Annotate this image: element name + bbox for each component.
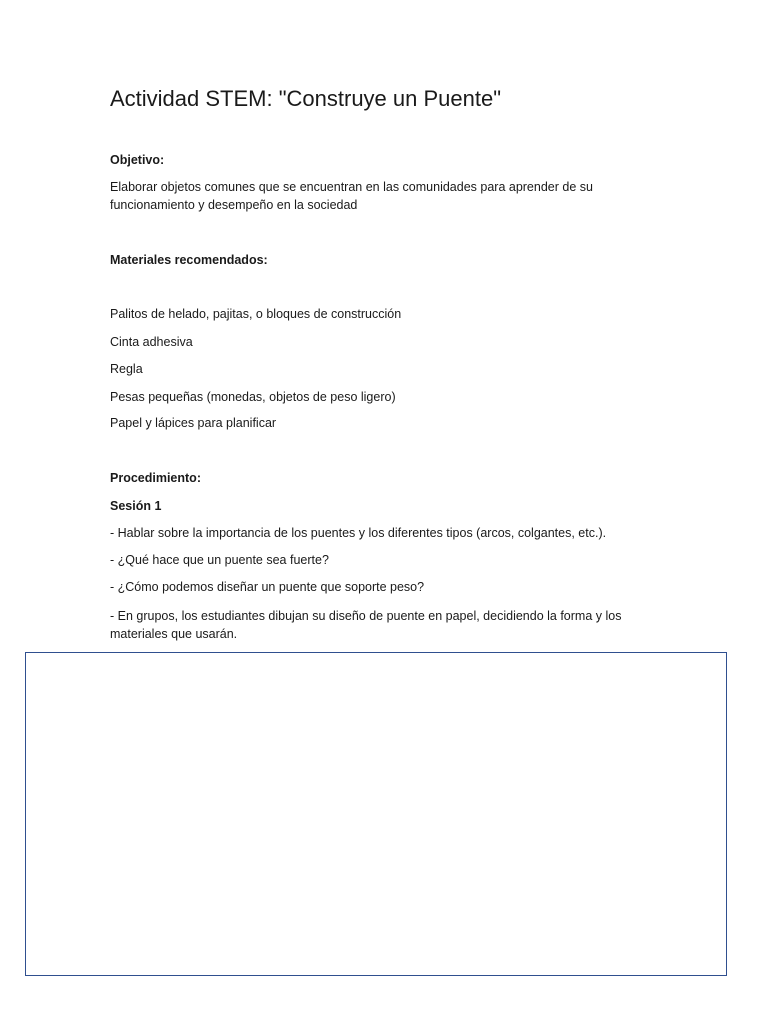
material-item: Pesas pequeñas (monedas, objetos de peso ligero) [110,390,396,404]
material-item: Cinta adhesiva [110,335,193,349]
drawing-frame [25,652,727,976]
document-title: Actividad STEM: "Construye un Puente" [110,86,502,111]
materials-heading: Materiales recomendados: [110,253,268,267]
procedure-heading: Procedimiento: [110,471,201,485]
material-item: Palitos de helado, pajitas, o bloques de construcción [110,307,402,321]
session-label: Sesión 1 [110,499,162,513]
procedure-step: - Hablar sobre la importancia de los puentes y los diferentes tipos (arcos, colgantes, etc.). [110,526,607,540]
objective-heading: Objetivo: [110,153,165,167]
material-item: Regla [110,362,143,376]
material-item: Papel y lápices para planificar [110,416,277,430]
procedure-step: - En grupos, los estudiantes dibujan su diseño de puente en papel, decidiendo la forma y los materiales que usarán. [110,609,622,641]
procedure-step: - ¿Cómo podemos diseñar un puente que soporte peso? [110,580,425,594]
objective-text: Elaborar objetos comunes que se encuentran en las comunidades para aprender de su funcionamiento y desempeño en la sociedad [110,180,593,212]
procedure-step: - ¿Qué hace que un puente sea fuerte? [110,553,329,567]
